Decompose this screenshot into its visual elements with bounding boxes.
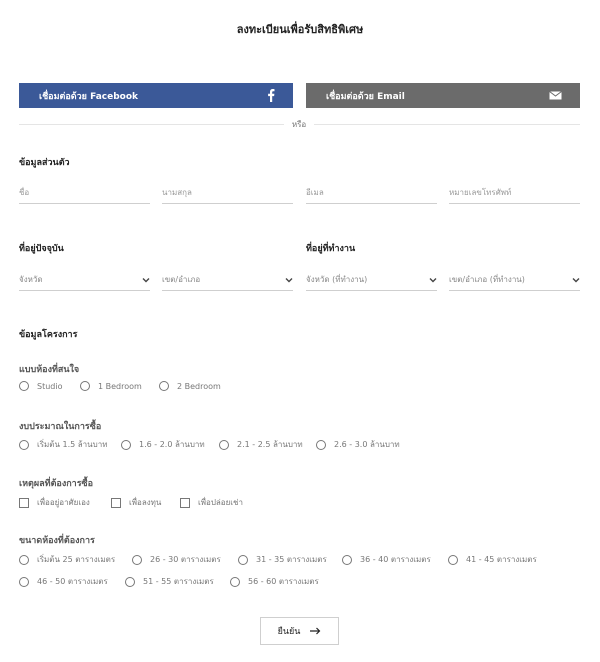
size-option[interactable]: เริ่มต้น 25 ตารางเมตร: [19, 553, 115, 566]
radio-button[interactable]: [316, 440, 326, 450]
facebook-icon: [267, 89, 275, 105]
size-option[interactable]: 46 - 50 ตารางเมตร: [19, 575, 108, 588]
radio-button[interactable]: [19, 577, 29, 587]
envelope-icon: [549, 91, 562, 103]
district-select-value: เขต/อำเภอ: [162, 275, 201, 284]
checkbox[interactable]: [19, 498, 29, 508]
radio-button[interactable]: [19, 440, 29, 450]
radio-button[interactable]: [448, 555, 458, 565]
submit-button-label: ยืนยัน: [277, 627, 301, 637]
work-province-select-value: จังหวัด (ที่ทำงาน): [306, 275, 368, 284]
radio-button[interactable]: [19, 381, 29, 391]
checkbox[interactable]: [111, 498, 121, 508]
personal-info-heading: ข้อมูลส่วนตัว: [19, 158, 70, 168]
room-type-option[interactable]: 1 Bedroom: [80, 381, 142, 391]
reason-option[interactable]: เพื่อลงทุน: [111, 496, 161, 509]
reason-option[interactable]: เพื่อปล่อยเช่า: [180, 496, 243, 509]
page-title: ลงทะเบียนเพื่อรับสิทธิพิเศษ: [236, 23, 364, 36]
radio-button[interactable]: [238, 555, 248, 565]
current-address-heading: ที่อยู่ปัจจุบัน: [19, 244, 64, 254]
size-option[interactable]: 31 - 35 ตารางเมตร: [238, 553, 327, 566]
chevron-down-icon: [142, 276, 150, 284]
size-label: ขนาดห้องที่ต้องการ: [19, 536, 95, 546]
budget-option[interactable]: เริ่มต้น 1.5 ล้านบาท: [19, 438, 107, 451]
radio-button[interactable]: [121, 440, 131, 450]
submit-button[interactable]: [260, 617, 339, 645]
arrow-right-icon: [310, 627, 321, 635]
budget-label: งบประมาณในการซื้อ: [19, 422, 102, 432]
work-district-select[interactable]: [449, 269, 580, 291]
radio-button[interactable]: [19, 555, 29, 565]
budget-option[interactable]: 2.1 - 2.5 ล้านบาท: [219, 438, 303, 451]
work-district-select-value: เขต/อำเภอ (ที่ทำงาน): [449, 275, 525, 284]
facebook-button-label: เชื่อมต่อด้วย Facebook: [39, 91, 139, 102]
reason-label: เหตุผลที่ต้องการซื้อ: [19, 479, 94, 489]
room-type-option[interactable]: 2 Bedroom: [159, 381, 221, 391]
room-type-option[interactable]: Studio: [19, 381, 62, 391]
province-select-value: จังหวัด: [19, 275, 43, 284]
checkbox[interactable]: [180, 498, 190, 508]
reason-option[interactable]: เพื่ออยู่อาศัยเอง: [19, 496, 90, 509]
first-name-input[interactable]: [19, 182, 150, 204]
radio-button[interactable]: [219, 440, 229, 450]
size-option[interactable]: 36 - 40 ตารางเมตร: [342, 553, 431, 566]
room-type-label: แบบห้องที่สนใจ: [19, 365, 80, 375]
province-select[interactable]: [19, 269, 150, 291]
last-name-input[interactable]: [162, 182, 293, 204]
chevron-down-icon: [285, 276, 293, 284]
email-input[interactable]: [306, 182, 437, 204]
email-connect-button[interactable]: [306, 83, 580, 108]
work-province-select[interactable]: [306, 269, 437, 291]
size-option[interactable]: 56 - 60 ตารางเมตร: [230, 575, 319, 588]
facebook-connect-button[interactable]: [19, 83, 293, 108]
phone-input[interactable]: [449, 182, 580, 204]
radio-button[interactable]: [230, 577, 240, 587]
size-option[interactable]: 51 - 55 ตารางเมตร: [125, 575, 214, 588]
size-option[interactable]: 26 - 30 ตารางเมตร: [132, 553, 221, 566]
radio-button[interactable]: [342, 555, 352, 565]
email-button-label: เชื่อมต่อด้วย Email: [326, 91, 405, 102]
chevron-down-icon: [429, 276, 437, 284]
or-divider-label: หรือ: [284, 118, 314, 131]
project-info-heading: ข้อมูลโครงการ: [19, 330, 78, 340]
radio-button[interactable]: [80, 381, 90, 391]
radio-button[interactable]: [132, 555, 142, 565]
size-option[interactable]: 41 - 45 ตารางเมตร: [448, 553, 537, 566]
budget-option[interactable]: 1.6 - 2.0 ล้านบาท: [121, 438, 205, 451]
district-select[interactable]: [162, 269, 293, 291]
radio-button[interactable]: [159, 381, 169, 391]
budget-option[interactable]: 2.6 - 3.0 ล้านบาท: [316, 438, 400, 451]
chevron-down-icon: [572, 276, 580, 284]
work-address-heading: ที่อยู่ที่ทำงาน: [306, 244, 356, 254]
radio-button[interactable]: [125, 577, 135, 587]
